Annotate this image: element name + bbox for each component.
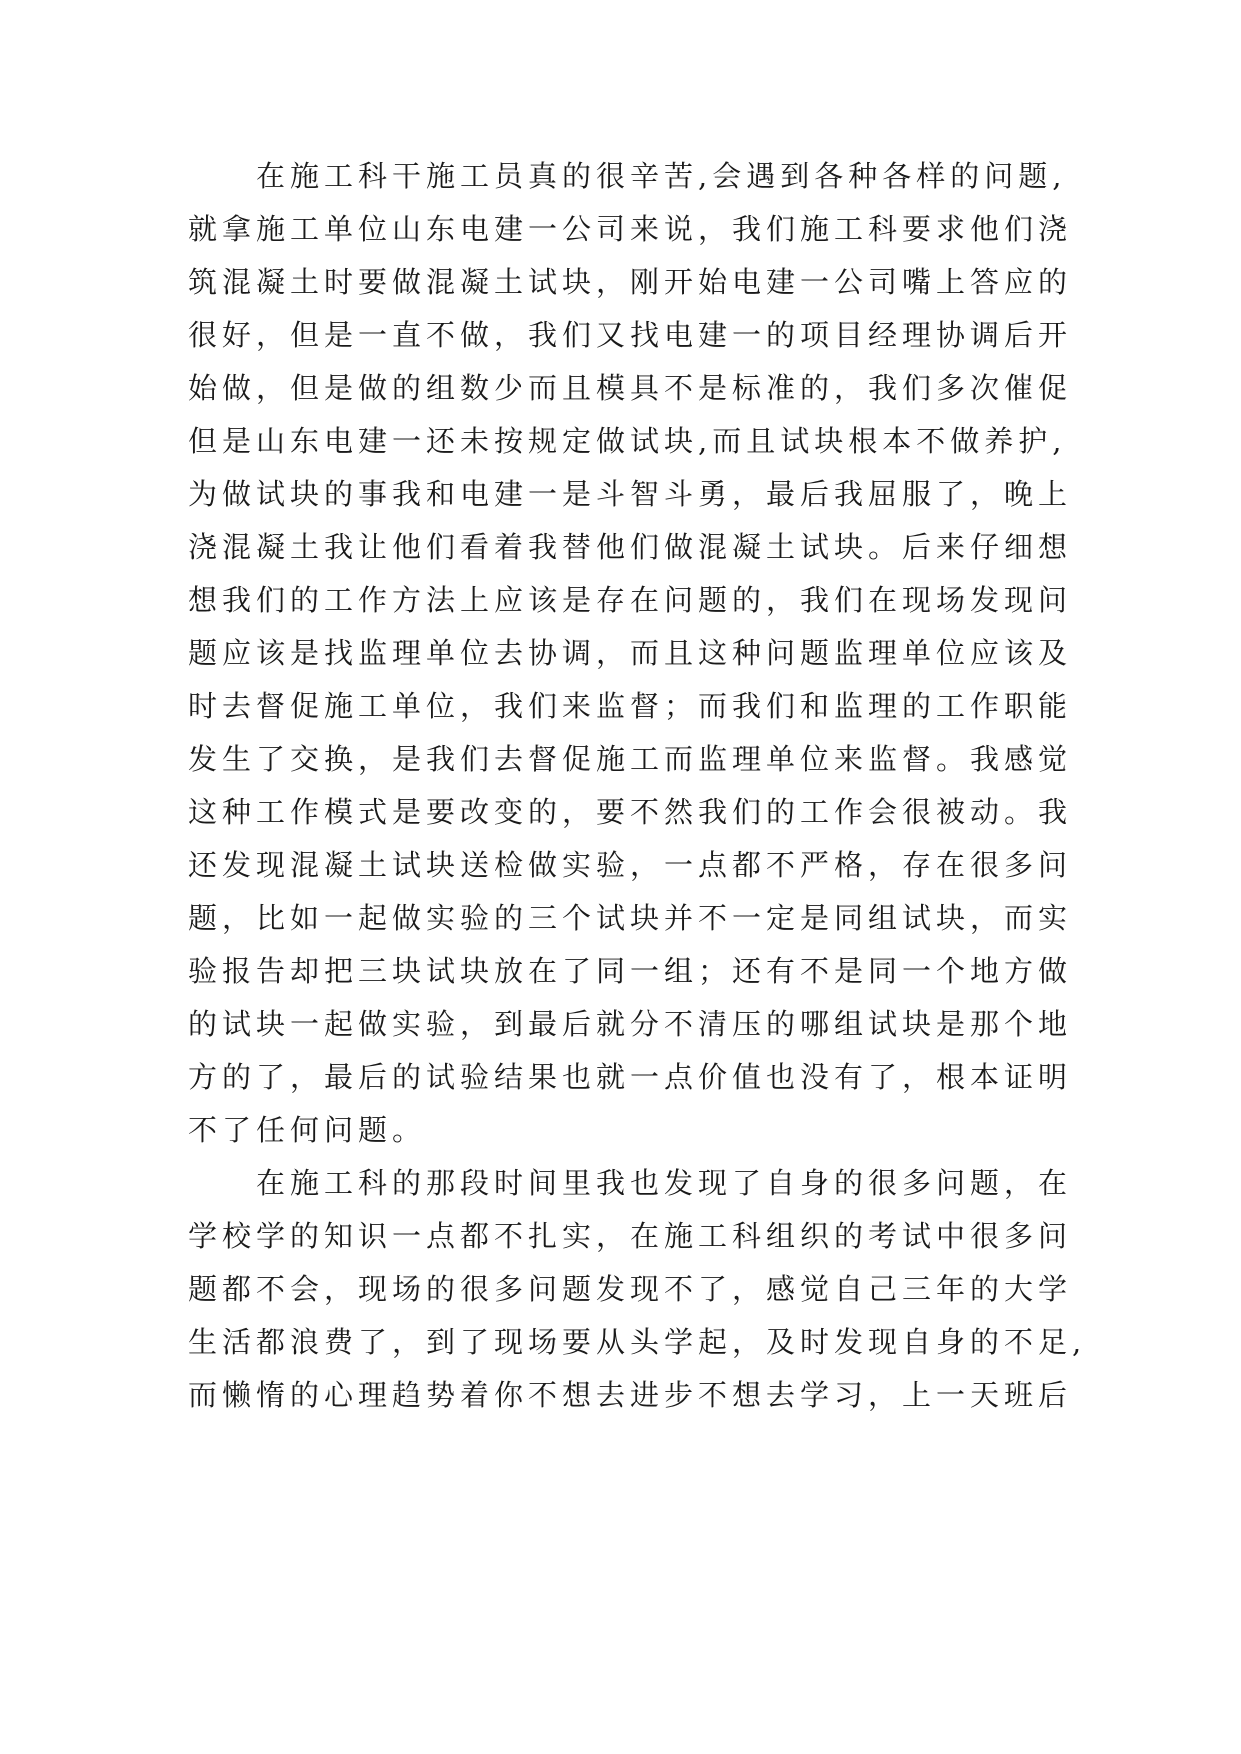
- paragraph-line: 学校学的知识一点都不扎实，在施工科组织的考试中很多问: [188, 1219, 1073, 1253]
- paragraph-line: 发生了交换，是我们去督促施工而监理单位来监督。我感觉: [188, 742, 1073, 776]
- paragraph-line: 为做试块的事我和电建一是斗智斗勇，最后我屈服了，晚上: [188, 477, 1073, 511]
- paragraph-line: 筑混凝土时要做混凝土试块，刚开始电建一公司嘴上答应的: [188, 265, 1073, 299]
- paragraph-line: 题应该是找监理单位去协调，而且这种问题监理单位应该及: [188, 636, 1073, 670]
- paragraph-line: 在施工科干施工员真的很辛苦,会遇到各种各样的问题,: [256, 159, 1067, 193]
- paragraph-line: 不了任何问题。: [188, 1113, 427, 1147]
- paragraph-line: 这种工作模式是要改变的，要不然我们的工作会很被动。我: [188, 795, 1073, 829]
- paragraph-line: 想我们的工作方法上应该是存在问题的，我们在现场发现问: [188, 583, 1073, 617]
- paragraph-line: 题，比如一起做实验的三个试块并不一定是同组试块，而实: [188, 901, 1073, 935]
- paragraph-line: 很好，但是一直不做，我们又找电建一的项目经理协调后开: [188, 318, 1073, 352]
- paragraph-2: [188, 1157, 1087, 1422]
- paragraph-line: 浇混凝土我让他们看着我替他们做混凝土试块。后来仔细想: [188, 530, 1073, 564]
- paragraph-1: [188, 150, 1073, 1157]
- paragraph-line: 在施工科的那段时间里我也发现了自身的很多问题，在: [256, 1166, 1073, 1200]
- paragraph-line: 的试块一起做实验，到最后就分不清压的哪组试块是那个地: [188, 1007, 1073, 1041]
- paragraph-line: 始做，但是做的组数少而且模具不是标准的，我们多次催促: [188, 371, 1073, 405]
- paragraph-line: 题都不会，现场的很多问题发现不了，感觉自己三年的大学: [188, 1272, 1073, 1306]
- paragraph-line: 生活都浪费了，到了现场要从头学起，及时发现自身的不足,: [188, 1325, 1087, 1359]
- paragraph-line: 但是山东电建一还未按规定做试块,而且试块根本不做养护,: [188, 424, 1067, 458]
- paragraph-line: 验报告却把三块试块放在了同一组；还有不是同一个地方做: [188, 954, 1073, 988]
- paragraph-line: 而懒惰的心理趋势着你不想去进步不想去学习，上一天班后: [188, 1378, 1073, 1412]
- paragraph-line: 还发现混凝土试块送检做实验，一点都不严格，存在很多问: [188, 848, 1073, 882]
- document-body: [188, 150, 1087, 1422]
- paragraph-line: 方的了，最后的试验结果也就一点价值也没有了，根本证明: [188, 1060, 1073, 1094]
- paragraph-line: 就拿施工单位山东电建一公司来说，我们施工科要求他们浇: [188, 212, 1073, 246]
- paragraph-line: 时去督促施工单位，我们来监督；而我们和监理的工作职能: [188, 689, 1073, 723]
